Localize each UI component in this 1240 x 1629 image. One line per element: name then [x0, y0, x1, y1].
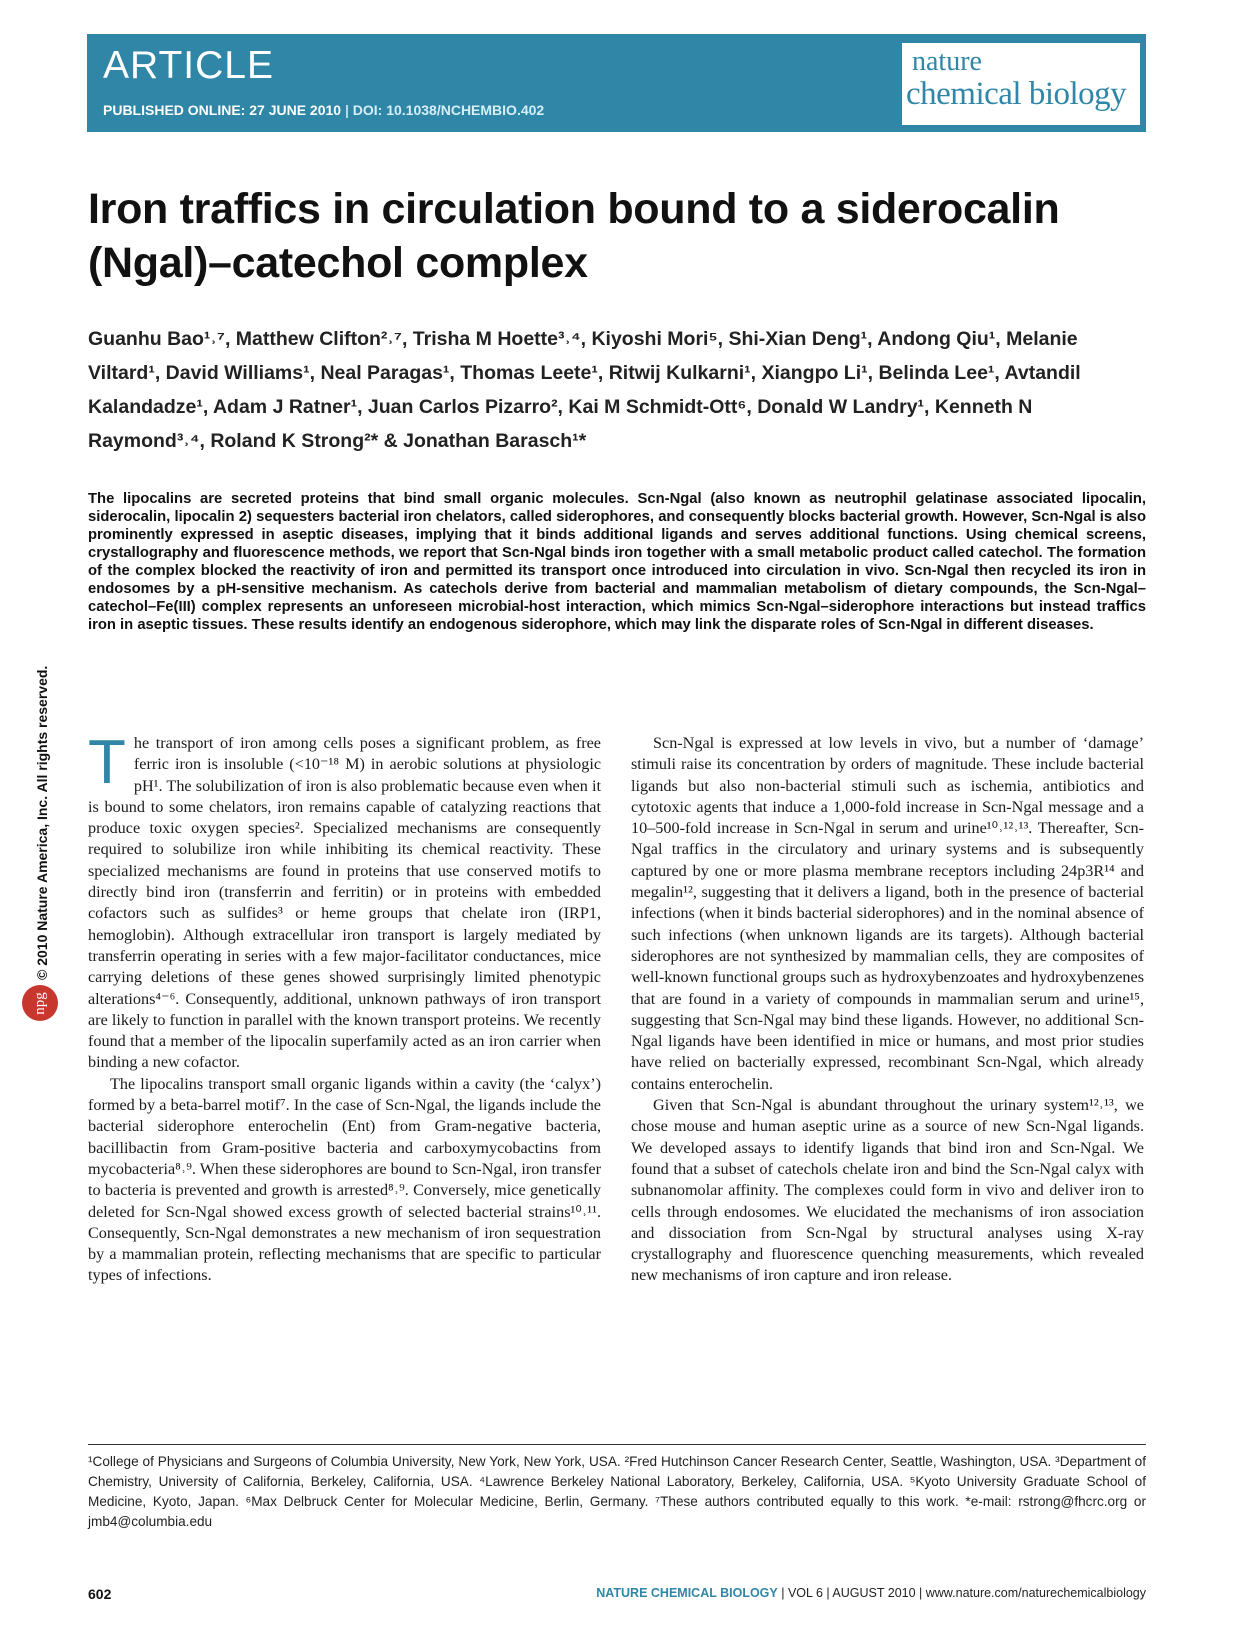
- publication-line: [103, 102, 544, 118]
- paragraph: [88, 728, 601, 1074]
- footnote-divider: [88, 1444, 1146, 1445]
- footer-journal: NATURE CHEMICAL BIOLOGY: [596, 1586, 778, 1600]
- npg-logo-text: npg: [31, 991, 48, 1015]
- doi[interactable]: DOI: 10.1038/NCHEMBIO.402: [352, 102, 545, 118]
- page-number: 602: [88, 1586, 112, 1602]
- npg-logo-icon: [22, 985, 58, 1021]
- paragraph: Given that Scn-Ngal is abundant throughout the urinary system¹²˒¹³, we chose mouse and human aseptic urine as a source of new Scn-Ngal ligands. We developed assays to identify ligands that bind iron and Scn-Ngal. We found that a subset of catechols chelate iron and bind the Scn-Ngal calyx with subnanomolar affinity. The complexes could form in vivo and deliver iron to cells through endosomes. We elucidated the mechanisms of iron association and dissociation from Scn-Ngal by structural analyses using X-ray crystallography and fluorescence quenching measurements, which revealed new mechanisms of iron capture and iron release.: [631, 1096, 1144, 1285]
- affiliations: ¹College of Physicians and Surgeons of Columbia University, New York, New York, USA. ²Fred Hutchinson Cancer Research Center, Seattle, Washington, USA. ³Department of Chemistry, University of California, Berkeley, California, USA. ⁴Lawrence Berkeley National Laboratory, Berkeley, California, USA. ⁵Kyoto University Graduate School of Medicine, Kyoto, Japan. ⁶Max Delbruck Center for Molecular Medicine, Berlin, Germany. ⁷These authors contributed equally to this work. *e-mail: rstrong@fhcrc.org or jmb4@columbia.edu: [88, 1454, 1146, 1529]
- abstract: The lipocalins are secreted proteins that bind small organic molecules. Scn-Ngal (also known as neutrophil gelatinase associated lipocalin, siderocalin, lipocalin 2) sequesters bacterial iron chelators, called siderophores, and consequently blocks bacterial growth. However, Scn-Ngal is also prominently expressed in aseptic diseases, implying that it binds additional ligands and serves additional functions. Using chemical screens, crystallography and fluorescence methods, we report that Scn-Ngal binds iron together with a small metabolic product called catechol. The formation of the complex blocked the reactivity of iron and permitted its transport once introduced into circulation in vivo. Scn-Ngal then recycled its iron in endosomes by a pH-sensitive mechanism. As catechols derive from bacterial and mammalian metabolism of dietary compounds, the Scn-Ngal–catechol–Fe(III) complex represents an unforeseen microbial-host interaction, which mimics Scn-Ngal–siderophore interactions but instead traffics iron in aseptic tissues. These results identify an endogenous siderophore, which may link the disparate roles of Scn-Ngal in different diseases.: [88, 491, 1146, 633]
- journal-logo-line1: nature: [912, 46, 982, 77]
- paragraph: Scn-Ngal is expressed at low levels in vivo, but a number of ‘damage’ stimuli raise its concentration by orders of magnitude. These include bacterial ligands but also non-bacterial stimuli such as ischemia, antibiotics and cytotoxic agents that induce a 1,000-fold increase in Scn-Ngal message and a 10–500-fold increase in Scn-Ngal in serum and urine¹⁰˒¹²˒¹³. Thereafter, Scn-Ngal traffics in the circulatory and urinary systems and is subsequently captured by one or more plasma membrane receptors including 24p3R¹⁴ and megalin¹², suggesting that it delivers a ligand, both in the presence of bacterial infections (when it binds bacterial siderophores) and in the nominal absence of such infections (when unknown ligands are its targets). Although bacterial siderophores are not synthesized by mammalian cells, they are composites of well-known functional groups such as hydroxybenzoates and hydroxybenzenes that are found in a variety of compounds in mammalian serum and urine¹⁵, suggesting that Scn-Ngal may bind these ligands. However, no additional Scn-Ngal ligands have been identified in mice or humans, and most prior studies have relied on bacterially expressed, recombinant Scn-Ngal, which already contains enterochelin.: [631, 734, 1144, 1093]
- body-column-right: [631, 733, 1144, 1287]
- separator: |: [344, 102, 349, 118]
- footer-issue[interactable]: | VOL 6 | AUGUST 2010 | www.nature.com/naturechemicalbiology: [777, 1586, 1146, 1600]
- paragraph: The lipocalins transport small organic ligands within a cavity (the ‘calyx’) formed by a beta-barrel motif⁷. In the case of Scn-Ngal, the ligands include the bacterial siderophore enterochelin (Ent) from Gram-negative bacteria, bacillibactin from Gram-positive bacteria and carboxymycobactins from mycobacteria⁸˒⁹. When these siderophores are bound to Scn-Ngal, iron transfer to bacteria is prevented and growth is arrested⁸˒⁹. Conversely, mice genetically deleted for Scn-Ngal showed excess growth of selected bacterial strains¹⁰˒¹¹. Consequently, Scn-Ngal demonstrates a new mechanism of iron sequestration by a mammalian protein, reflecting mechanisms that are specific to particular types of infections.: [88, 1074, 601, 1285]
- paragraph-text: he transport of iron among cells poses a significant problem, as free ferric iron is insoluble (<10⁻¹⁸ M) in aerobic solutions at physiologic pH¹. The solubilization of iron is also problematic because even when it is bound to some chelators, iron remains capable of catalyzing reactions that produce toxic oxygen species². Specialized mechanisms are consequently required to solubilize iron while inhibiting its chemical reactivity. These specialized mechanisms are found in proteins that use conserved motifs to directly bind iron (transferrin and ferritin) or in proteins with embedded cofactors such as sulfides³ or heme groups that chelate iron (IRP1, hemoglobin). Although extracellular iron transport is largely mediated by transferrin operating in series with a few major-facilitator conductances, mice carrying deletions of these genes showed surprisingly limited phenotypic alterations⁴⁻⁶. Consequently, additional, unknown pathways of iron transport are likely to function in parallel with the known transport proteins. We recently found that a member of the lipocalin superfamily acted as an iron carrier when binding a new cofactor.: [88, 734, 601, 1072]
- page-footer: [596, 1586, 1146, 1600]
- body-column-left: [88, 728, 601, 1287]
- journal-logo-line2: chemical biology: [906, 76, 1127, 112]
- published-date: PUBLISHED ONLINE: 27 JUNE 2010: [103, 102, 342, 118]
- article-title: Iron traffics in circulation bound to a siderocalin (Ngal)–catechol complex: [88, 185, 1060, 287]
- author-list: Guanhu Bao¹˒⁷, Matthew Clifton²˒⁷, Trisha M Hoette³˒⁴, Kiyoshi Mori⁵, Shi-Xian Deng¹, Andong Qiu¹, Melanie Viltard¹, David Williams¹, Neal Paragas¹, Thomas Leete¹, Ritwij Kulkarni¹, Xiangpo Li¹, Belinda Lee¹, Avtandil Kalandadze¹, Adam J Ratner¹, Juan Carlos Pizarro², Kai M Schmidt-Ott⁶, Donald W Landry¹, Kenneth N Raymond³˒⁴, Roland K Strong²* & Jonathan Barasch¹*: [88, 328, 1081, 452]
- drop-cap: T: [88, 728, 126, 797]
- article-label: ARTICLE: [103, 44, 274, 87]
- copyright-notice: © 2010 Nature America, Inc. All rights reserved.: [34, 665, 50, 980]
